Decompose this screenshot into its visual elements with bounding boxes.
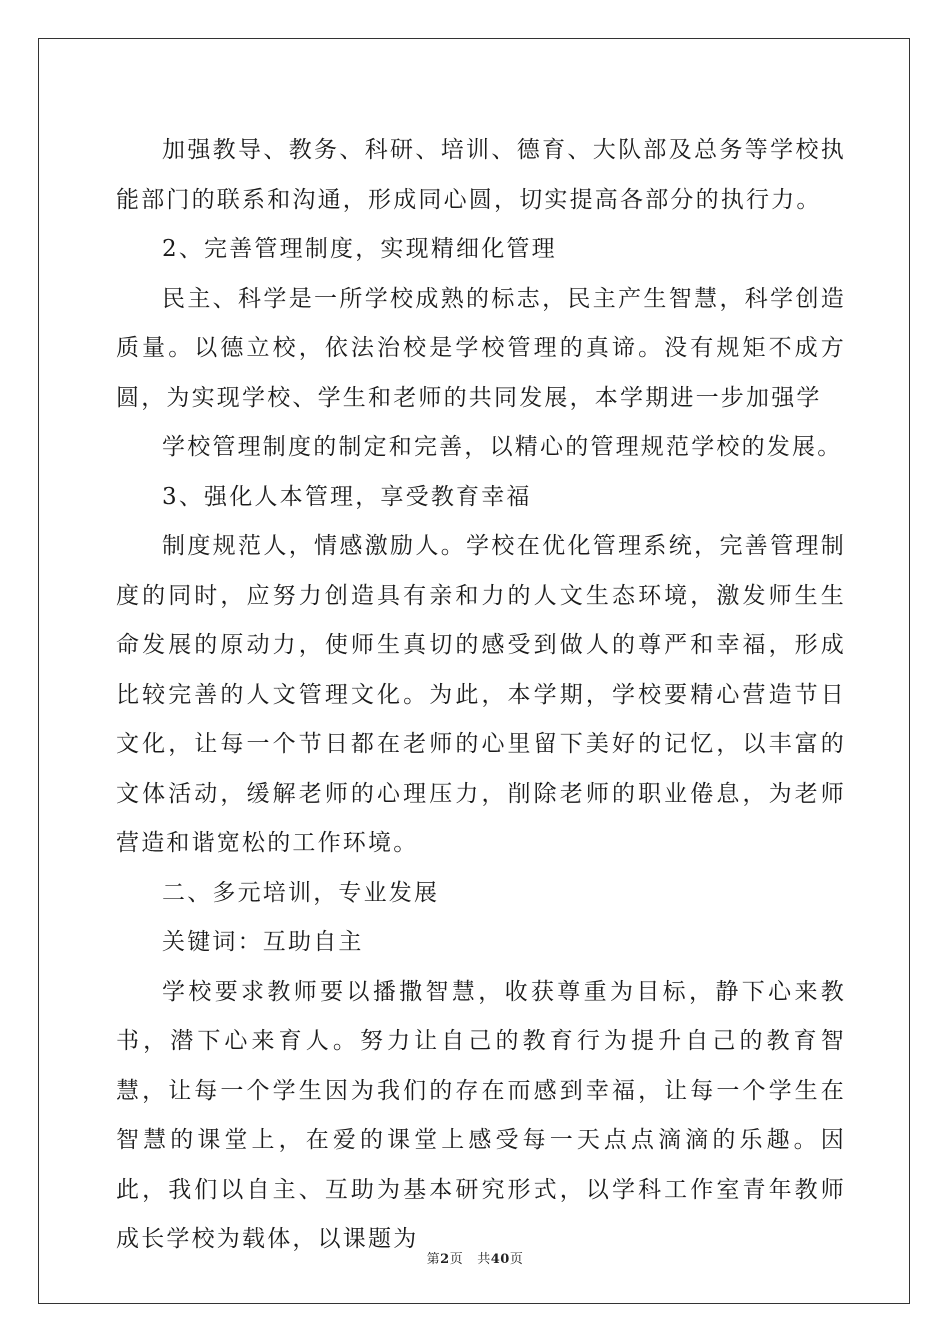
total-prefix: 共 <box>477 1252 491 1267</box>
heading-humanistic-management: 3、强化人本管理，享受教育幸福 <box>162 483 532 510</box>
document-body <box>116 126 846 1265</box>
page-prefix: 第 <box>426 1252 441 1267</box>
paragraph-democracy-science: 民主、科学是一所学校成熟的标志，民主产生智慧，科学创造质量。以德立校，依法治校是学校管理的真谛。没有规矩不成方圆，为实现学校、学生和老师的共同发展，本学期进一步加强学 <box>116 285 846 411</box>
paragraph-coordination: 加强教导、教务、科研、培训、德育、大队部及总务等学校执能部门的联系和沟通，形成同心圆，切实提高各部分的执行力。 <box>116 137 846 213</box>
heading-management-system: 2、完善管理制度，实现精细化管理 <box>162 236 557 262</box>
paragraph-teacher-requirements: 学校要求教师要以播撒智慧，收获尊重为目标，静下心来教书，潜下心来育人。努力让自己的教育行为提升自己的教育智慧，让每一个学生因为我们的存在而感到幸福，让每一个学生在智慧的课堂上，在爱的课堂上感受每一天点点滴滴的乐趣。因此，我们以自主、互助为基本研究形式，以学科工作室青年教师成长学校为载体，以课题为 <box>116 978 846 1252</box>
paragraph-system-improvement: 学校管理制度的制定和完善，以精心的管理规范学校的发展。 <box>162 434 843 460</box>
total-pages: 40 <box>490 1252 510 1267</box>
total-suffix: 页 <box>509 1252 524 1267</box>
keywords-line: 关键词：互助自主 <box>162 929 364 955</box>
paragraph-humanistic-culture: 制度规范人，情感激励人。学校在优化管理系统，完善管理制度的同时，应努力创造具有亲和力的人文生态环境，激发师生生命发展的原动力，使师生真切的感受到做人的尊严和幸福，形成比较完善的人文管理文化。为此，本学期，学校要精心营造节日文化，让每一个节日都在老师的心里留下美好的记忆，以丰富的文体活动，缓解老师的心理压力，削除老师的职业倦息，为老师营造和谐宽松的工作环境。 <box>116 533 846 856</box>
page-footer <box>0 1248 950 1267</box>
page-number: 2 <box>440 1252 450 1267</box>
page-suffix: 页 <box>449 1252 464 1267</box>
heading-training-development: 二、多元培训，专业发展 <box>162 879 440 906</box>
